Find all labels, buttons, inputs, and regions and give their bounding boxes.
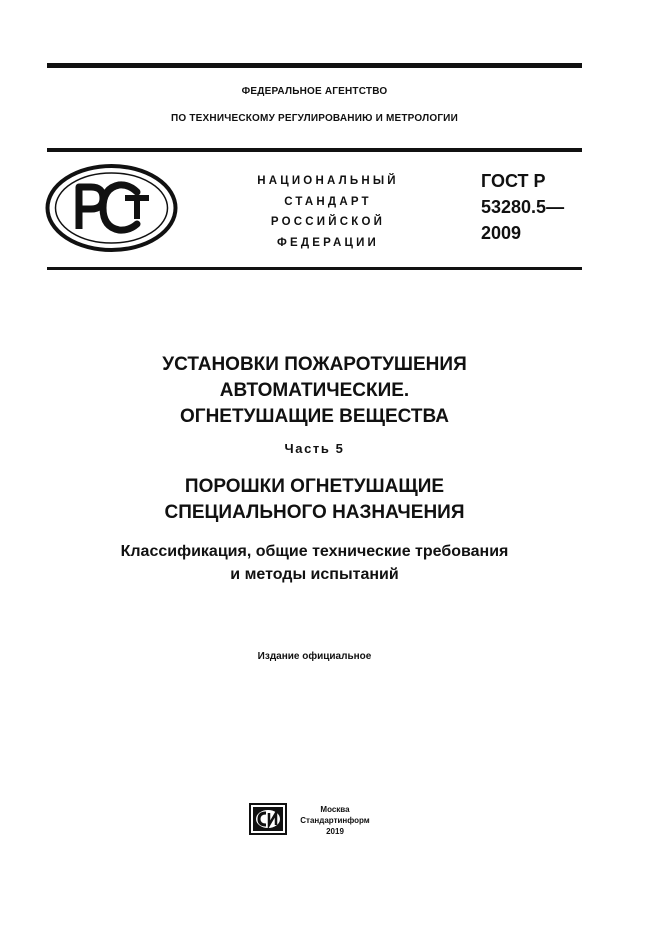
agency-name-line1: ФЕДЕРАЛЬНОЕ АГЕНТСТВО: [241, 86, 388, 97]
middle-rule: [47, 148, 582, 152]
publisher-name: Стандартинформ: [300, 816, 370, 825]
gost-r-logo-icon: [45, 163, 178, 253]
standard-type: [228, 171, 428, 253]
part-title: [47, 474, 582, 526]
subtitle-line1: ПОРОШКИ ОГНЕТУШАЩИЕ: [184, 476, 445, 497]
subtitle-line2: СПЕЦИАЛЬНОГО НАЗНАЧЕНИЯ: [164, 502, 465, 523]
document-title: [47, 352, 582, 430]
classification-line1: Классификация, общие технические требования: [120, 543, 509, 560]
part-number: Часть 5: [284, 441, 345, 456]
classification-line2: и методы испытаний: [230, 566, 399, 583]
standard-type-line1: НАЦИОНАЛЬНЫЙ: [257, 175, 399, 187]
publisher-year: 2019: [326, 827, 344, 836]
agency-name-line2: ПО ТЕХНИЧЕСКОМУ РЕГУЛИРОВАНИЮ И МЕТРОЛОГИИ: [171, 113, 458, 124]
designation-line3: 2009: [481, 223, 522, 243]
designation-line1: ГОСТ Р: [481, 171, 546, 191]
standard-type-line4: ФЕДЕРАЦИИ: [276, 236, 380, 249]
title-line2: АВТОМАТИЧЕСКИЕ.: [219, 380, 410, 401]
designation-line2: 53280.5—: [481, 197, 565, 217]
standartinform-logo-icon: [249, 803, 287, 835]
top-rule: [47, 63, 582, 68]
standard-type-line3: РОССИЙСКОЙ: [270, 216, 386, 228]
title-line1: УСТАНОВКИ ПОЖАРОТУШЕНИЯ: [162, 354, 467, 375]
publisher-info: [290, 804, 380, 837]
publisher-city: Москва: [320, 805, 350, 814]
standard-type-line2: СТАНДАРТ: [284, 195, 372, 208]
classification-text: [47, 540, 582, 586]
bottom-rule: [47, 267, 582, 270]
standard-designation: [481, 168, 564, 246]
edition-note: Издание официальное: [257, 651, 372, 662]
title-line3: ОГНЕТУШАЩИЕ ВЕЩЕСТВА: [180, 406, 449, 427]
